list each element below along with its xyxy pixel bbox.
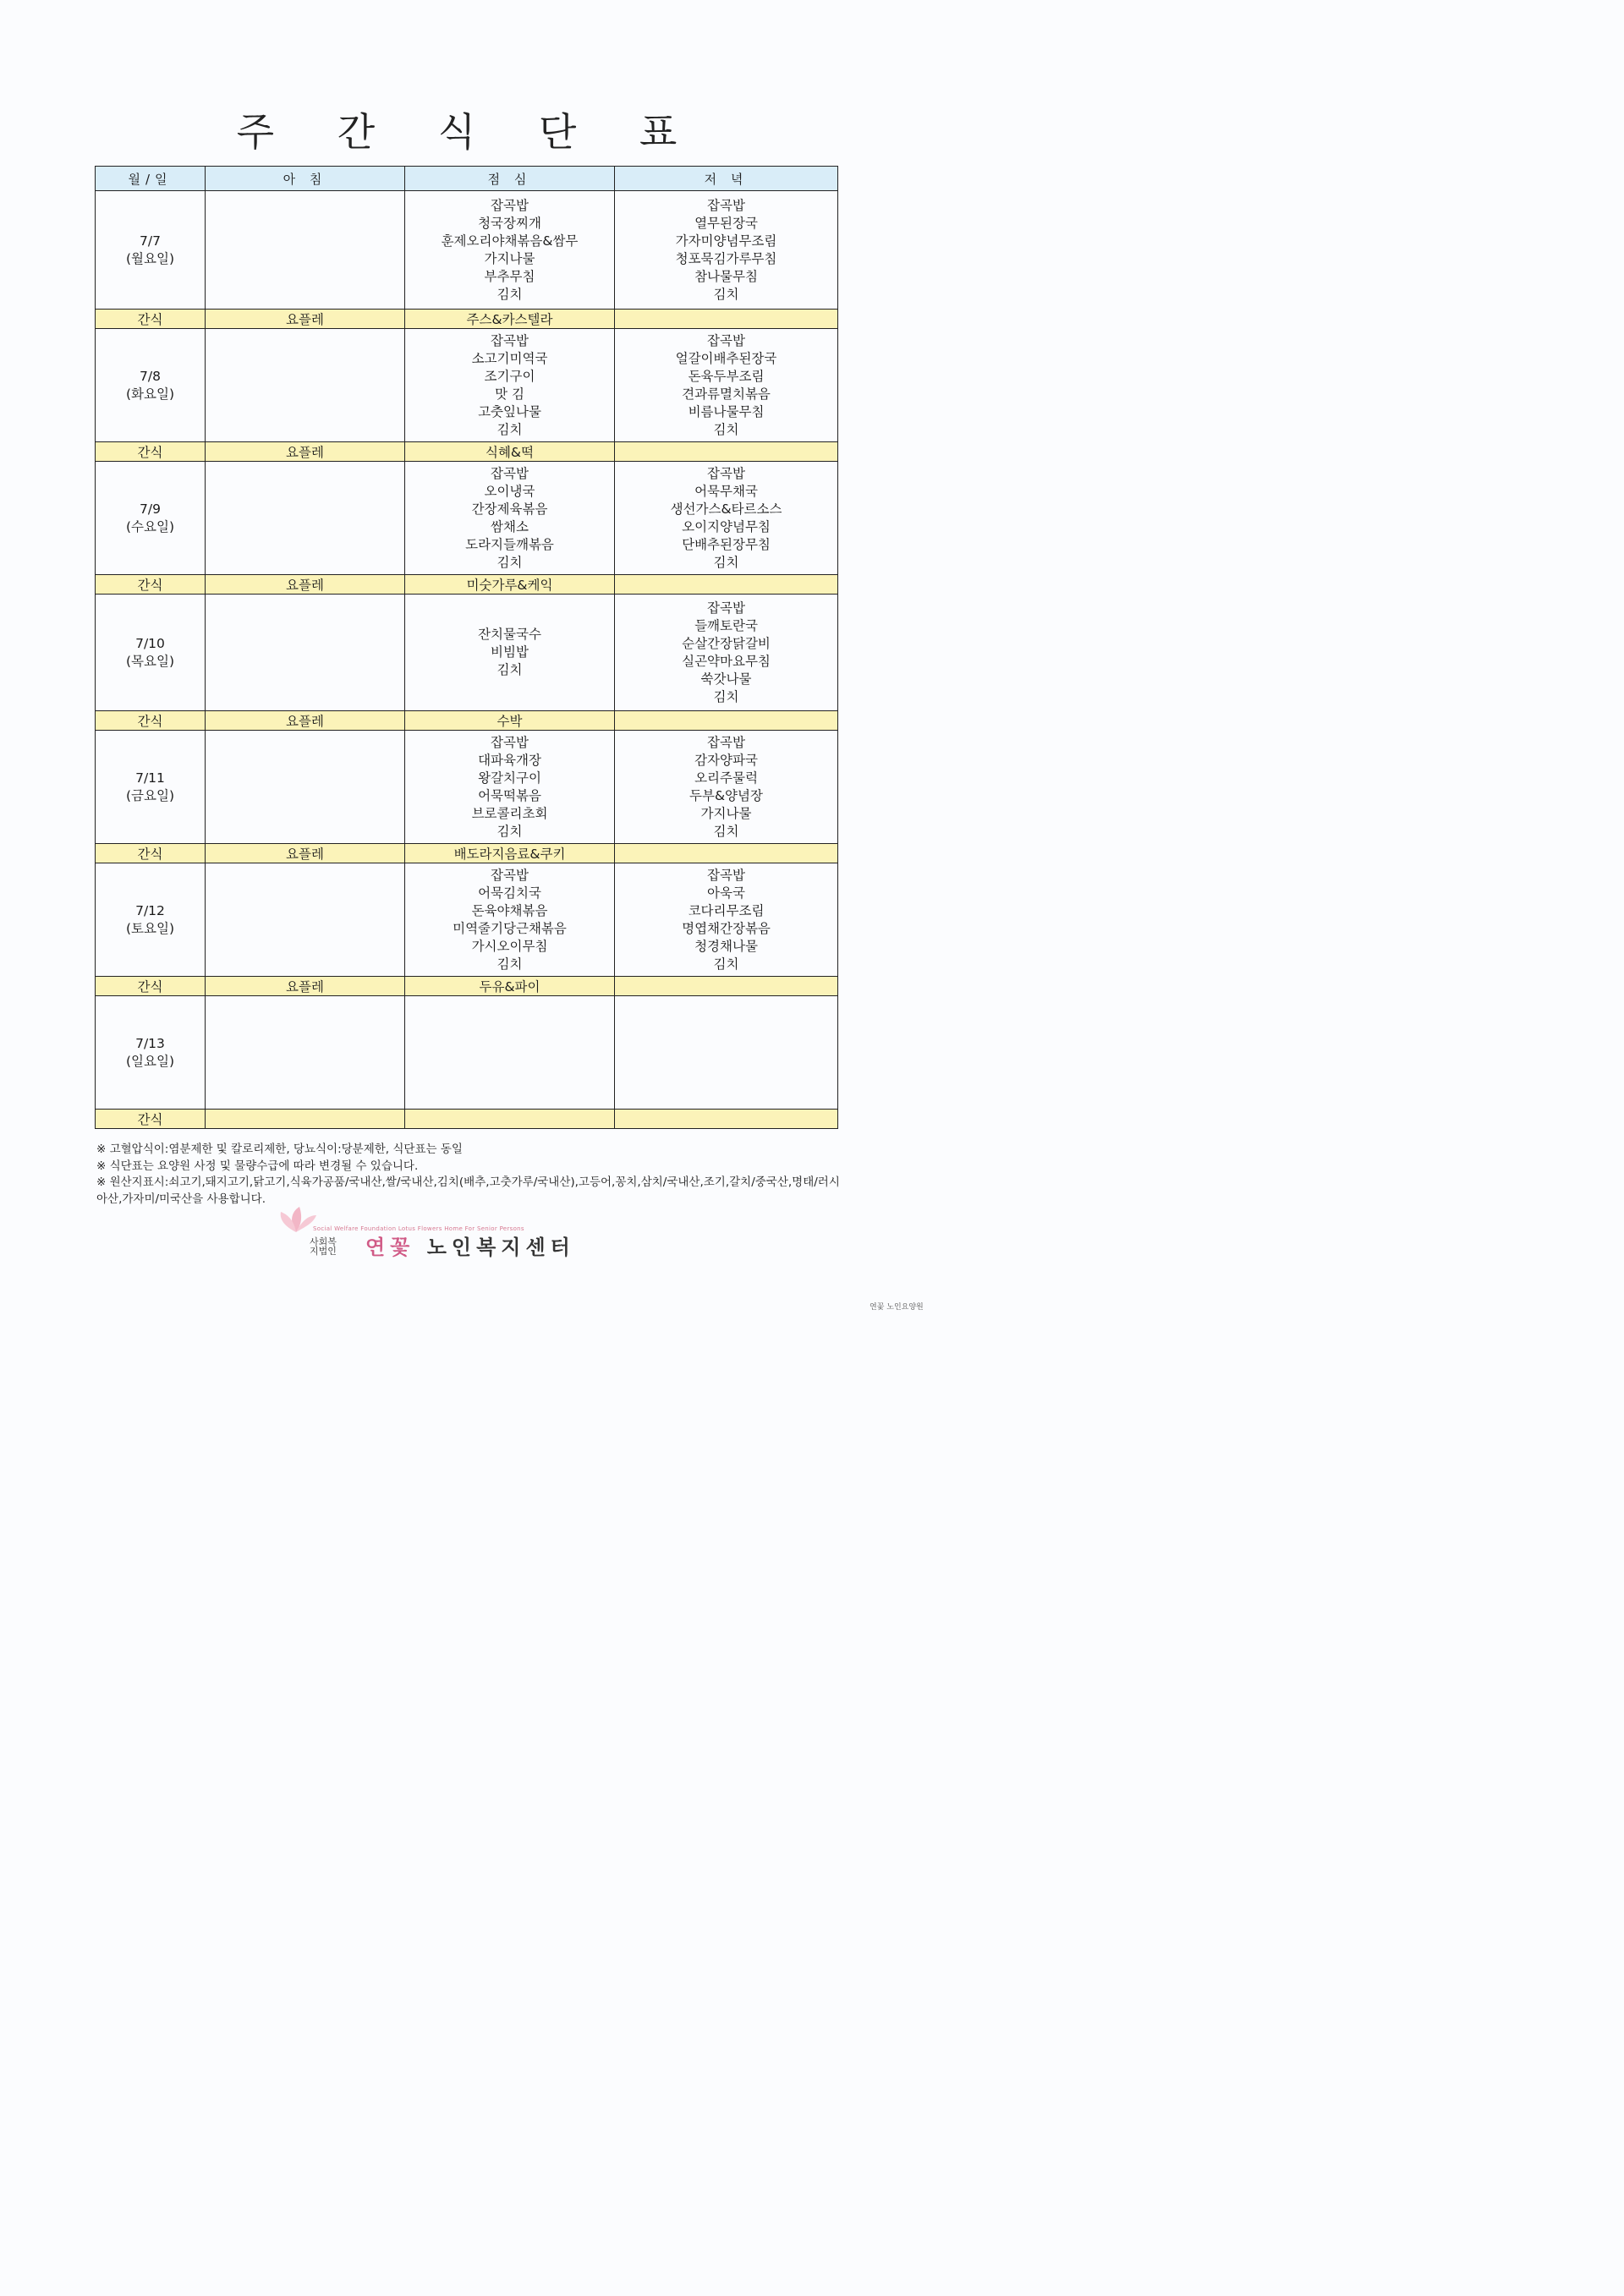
dish-item: 오리주물럭	[694, 770, 758, 786]
day-row	[96, 731, 838, 844]
dish-item: 고춧잎나물	[478, 403, 541, 419]
dish-item: 청국장찌개	[478, 215, 541, 231]
foundation-label: 사회복지법인	[310, 1236, 337, 1257]
corner-logo: 연꽃 노인요양원	[870, 1303, 924, 1312]
dish-item: 실곤약마요무침	[682, 653, 771, 669]
dish-item: 오이지양념무침	[682, 518, 771, 534]
day-row	[96, 462, 838, 575]
dish-item: 아욱국	[707, 885, 745, 901]
snack-morning: 요플레	[206, 442, 405, 462]
dish-item: 김치	[497, 823, 523, 839]
snack-morning: 요플레	[206, 310, 405, 329]
breakfast-cell	[206, 595, 405, 711]
dish-item: 잡곡밥	[707, 734, 745, 750]
lunch-cell	[405, 595, 615, 711]
header-row	[96, 167, 838, 191]
note-line: ※ 원산지표시:쇠고기,돼지고기,닭고기,식육가공품/국내산,쌀/국내산,김치(배추,고춧가루/국내산),고등어,꽁치,삼치/국내산,조기,갈치/중국산,명태/러시아산,가자미/미국산을 사용합니다.	[96, 1175, 840, 1206]
notes	[96, 1142, 841, 1208]
dish-item: 어묵떡볶음	[478, 787, 541, 803]
header-dinner: 저 녁	[615, 167, 838, 191]
dish-item: 비름나물무침	[688, 403, 765, 419]
dish-item: 김치	[497, 554, 523, 570]
snack-dinner	[615, 442, 838, 462]
snack-dinner	[615, 977, 838, 996]
dinner-cell	[615, 462, 838, 575]
snack-label: 간식	[96, 1110, 206, 1129]
snack-lunch: 미숫가루&케익	[405, 575, 615, 595]
lunch-cell	[405, 731, 615, 844]
dish-item: 잡곡밥	[707, 867, 745, 883]
dish-item: 어묵무채국	[694, 483, 758, 499]
snack-lunch: 두유&파이	[405, 977, 615, 996]
dish-item: 김치	[713, 823, 739, 839]
dish-item: 브로콜리초회	[471, 805, 548, 821]
center-name	[365, 1230, 575, 1260]
weekday-label: (토요일)	[125, 920, 174, 936]
dish-item: 비빔밥	[491, 644, 529, 660]
dish-item: 쌈채소	[491, 518, 529, 534]
weekday-label: (일요일)	[125, 1053, 174, 1069]
dish-item: 쑥갓나물	[700, 671, 752, 687]
snack-morning: 요플레	[206, 575, 405, 595]
day-cell	[96, 462, 206, 575]
dish-item: 김치	[497, 956, 523, 972]
weekday-label: (화요일)	[125, 386, 174, 402]
dish-item: 잡곡밥	[707, 332, 745, 348]
snack-dinner	[615, 844, 838, 863]
lunch-cell	[405, 462, 615, 575]
date-label: 7/9	[140, 501, 161, 517]
dish-item: 참나물무침	[694, 268, 758, 284]
dish-item: 김치	[713, 956, 739, 972]
dish-item: 조기구이	[484, 368, 535, 384]
snack-row	[96, 977, 838, 996]
dish-item: 청포묵김가루무침	[675, 250, 777, 266]
snack-dinner	[615, 711, 838, 731]
day-row	[96, 595, 838, 711]
footer-logo	[271, 1205, 668, 1264]
dish-item: 순살간장닭갈비	[682, 635, 771, 651]
dish-item: 대파육개장	[478, 752, 541, 768]
dish-item: 코다리무조림	[688, 902, 765, 918]
day-cell	[96, 863, 206, 977]
day-cell	[96, 191, 206, 310]
dish-item: 단배추된장무침	[682, 536, 771, 552]
snack-label: 간식	[96, 442, 206, 462]
snack-morning: 요플레	[206, 844, 405, 863]
breakfast-cell	[206, 191, 405, 310]
dinner-cell	[615, 996, 838, 1110]
dish-item: 간장제육볶음	[471, 501, 548, 517]
day-row	[96, 329, 838, 442]
date-label: 7/10	[135, 635, 165, 651]
dish-item: 잡곡밥	[491, 867, 529, 883]
dish-item: 가시오이무침	[471, 938, 548, 954]
dish-item: 김치	[497, 286, 523, 302]
dish-item: 돈육두부조림	[688, 368, 765, 384]
snack-row	[96, 844, 838, 863]
day-cell	[96, 595, 206, 711]
snack-label: 간식	[96, 844, 206, 863]
dinner-cell	[615, 329, 838, 442]
date-label: 7/12	[135, 902, 165, 918]
breakfast-cell	[206, 329, 405, 442]
dish-item: 청경채나물	[694, 938, 758, 954]
dish-item: 얼갈이배추된장국	[675, 350, 777, 366]
day-row	[96, 191, 838, 310]
dish-item: 어묵김치국	[478, 885, 541, 901]
dish-item: 가자미양념무조림	[675, 233, 777, 249]
breakfast-cell	[206, 731, 405, 844]
lunch-cell	[405, 191, 615, 310]
date-label: 7/8	[140, 368, 161, 384]
dish-item: 도라지들깨볶음	[465, 536, 554, 552]
dish-item: 견과류멸치볶음	[682, 386, 771, 402]
snack-lunch: 식혜&떡	[405, 442, 615, 462]
weekday-label: (목요일)	[125, 653, 174, 669]
dish-item: 김치	[713, 286, 739, 302]
day-cell	[96, 731, 206, 844]
dish-item: 부추무침	[484, 268, 535, 284]
snack-morning: 요플레	[206, 977, 405, 996]
snack-label: 간식	[96, 977, 206, 996]
header-lunch: 점 심	[405, 167, 615, 191]
day-cell	[96, 329, 206, 442]
page-title: 주 간 식 단 표	[236, 109, 703, 155]
date-label: 7/13	[135, 1035, 165, 1051]
snack-morning	[206, 1110, 405, 1129]
snack-row	[96, 575, 838, 595]
dish-item: 잡곡밥	[491, 332, 529, 348]
dish-item: 들깨토란국	[694, 617, 758, 633]
note-line: ※ 식단표는 요양원 사정 및 물량수급에 따라 변경될 수 있습니다.	[96, 1159, 419, 1173]
header-breakfast: 아 침	[206, 167, 405, 191]
snack-label: 간식	[96, 711, 206, 731]
lunch-cell	[405, 863, 615, 977]
dish-item: 왕갈치구이	[478, 770, 541, 786]
breakfast-cell	[206, 462, 405, 575]
snack-dinner	[615, 575, 838, 595]
snack-row	[96, 1110, 838, 1129]
date-label: 7/11	[135, 770, 165, 786]
dish-item: 맛 김	[495, 386, 524, 402]
dinner-cell	[615, 595, 838, 711]
dish-item: 열무된장국	[694, 215, 758, 231]
dish-item: 두부&양념장	[689, 787, 763, 803]
weekday-label: (수요일)	[125, 518, 174, 534]
snack-lunch	[405, 1110, 615, 1129]
dish-item: 잡곡밥	[707, 600, 745, 616]
dish-item: 감자양파국	[694, 752, 758, 768]
header-day: 월/일	[96, 167, 206, 191]
snack-dinner	[615, 310, 838, 329]
snack-morning: 요플레	[206, 711, 405, 731]
dish-item: 소고기미역국	[471, 350, 548, 366]
dish-item: 김치	[497, 662, 523, 677]
breakfast-cell	[206, 996, 405, 1110]
date-label: 7/7	[140, 233, 161, 249]
dish-item: 잡곡밥	[707, 465, 745, 481]
weekday-label: (금요일)	[125, 787, 174, 803]
dish-item: 가지나물	[484, 250, 535, 266]
snack-row	[96, 310, 838, 329]
snack-label: 간식	[96, 575, 206, 595]
dinner-cell	[615, 863, 838, 977]
dish-item: 훈제오리야채볶음&쌈무	[441, 233, 579, 249]
day-cell	[96, 996, 206, 1110]
dish-item: 명엽채간장볶음	[682, 920, 771, 936]
day-row	[96, 996, 838, 1110]
day-row	[96, 863, 838, 977]
note-line: ※ 고혈압식이:염분제한 및 칼로리제한, 당뇨식이:당분제한, 식단표는 동일	[96, 1143, 463, 1156]
dish-item: 김치	[713, 421, 739, 437]
dish-item: 잔치물국수	[478, 627, 541, 642]
dish-item: 김치	[713, 554, 739, 570]
dish-item: 잡곡밥	[491, 734, 529, 750]
dish-item: 미역줄기당근채볶음	[453, 920, 567, 936]
dinner-cell	[615, 191, 838, 310]
lunch-cell	[405, 996, 615, 1110]
dish-item: 생선가스&타르소스	[670, 501, 782, 517]
center-name-rest: 노인복지센터	[426, 1236, 575, 1259]
dinner-cell	[615, 731, 838, 844]
dish-item: 가지나물	[700, 805, 752, 821]
dish-item: 김치	[497, 421, 523, 437]
snack-lunch: 배도라지음료&쿠키	[405, 844, 615, 863]
dish-item: 잡곡밥	[491, 197, 529, 213]
dish-item: 잡곡밥	[707, 197, 745, 213]
dish-item: 오이냉국	[484, 483, 535, 499]
weekly-menu-table	[95, 166, 838, 1129]
dish-item: 잡곡밥	[491, 465, 529, 481]
foundation-english: Social Welfare Foundation Lotus Flowers Home For Senior Persons	[313, 1225, 524, 1232]
weekday-label: (월요일)	[125, 250, 174, 266]
snack-row	[96, 711, 838, 731]
lunch-cell	[405, 329, 615, 442]
breakfast-cell	[206, 863, 405, 977]
dish-item: 돈육야채볶음	[471, 902, 548, 918]
snack-row	[96, 442, 838, 462]
dish-item: 김치	[713, 688, 739, 704]
center-name-highlight: 연꽃	[365, 1236, 415, 1259]
snack-lunch: 수박	[405, 711, 615, 731]
snack-lunch: 주스&카스텔라	[405, 310, 615, 329]
snack-dinner	[615, 1110, 838, 1129]
snack-label: 간식	[96, 310, 206, 329]
